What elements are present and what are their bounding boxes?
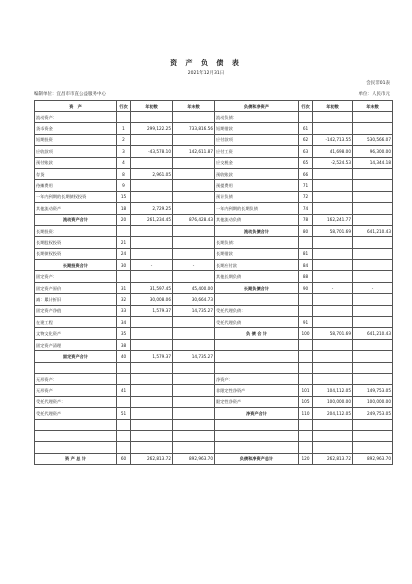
table-cell: -142,713.55 bbox=[313, 134, 353, 145]
table-cell: 101 bbox=[299, 385, 313, 396]
table-cell bbox=[299, 373, 313, 384]
table-cell bbox=[313, 123, 353, 134]
table-cell: 58,701.69 bbox=[313, 225, 353, 236]
table-cell: 733,816.56 bbox=[173, 123, 215, 134]
table-cell: 100,000.00 bbox=[353, 396, 393, 407]
table-cell: 45,400.00 bbox=[173, 282, 215, 293]
table-row bbox=[35, 362, 393, 373]
table-cell: 固定资产： bbox=[35, 271, 117, 282]
table-cell bbox=[131, 248, 173, 259]
table-cell: 60 bbox=[117, 453, 131, 464]
table-cell bbox=[353, 260, 393, 271]
currency-unit: 单位：人民币元 bbox=[358, 92, 390, 97]
table-cell bbox=[215, 351, 299, 362]
table-cell bbox=[117, 271, 131, 282]
table-cell: 892,963.70 bbox=[173, 453, 215, 464]
table-cell bbox=[215, 419, 299, 430]
table-cell: 8 bbox=[117, 168, 131, 179]
table-cell bbox=[131, 442, 173, 453]
table-row bbox=[35, 282, 393, 293]
table-row bbox=[35, 419, 393, 430]
table-cell: 15 bbox=[117, 191, 131, 202]
unit-row bbox=[34, 91, 390, 97]
table-cell: 1,579.37 bbox=[131, 351, 173, 362]
table-row bbox=[35, 248, 393, 259]
table-cell: 30,008.06 bbox=[131, 294, 173, 305]
reporting-unit: 编制单位：宜昌市市直公益服务中心 bbox=[34, 92, 106, 97]
table-cell: 流动资产： bbox=[35, 112, 117, 123]
table-cell bbox=[131, 191, 173, 202]
table-cell bbox=[353, 112, 393, 123]
table-cell: 249,753.05 bbox=[353, 408, 393, 419]
table-cell bbox=[35, 419, 117, 430]
table-cell: 预提费用 bbox=[215, 180, 299, 191]
table-cell bbox=[313, 180, 353, 191]
table-cell: 90 bbox=[299, 282, 313, 293]
table-cell bbox=[117, 396, 131, 407]
table-cell: 58,701.69 bbox=[313, 328, 353, 339]
table-cell: 110 bbox=[299, 408, 313, 419]
table-cell: 262,813.72 bbox=[131, 453, 173, 464]
table-cell bbox=[313, 442, 353, 453]
table-cell: 162,241.77 bbox=[313, 214, 353, 225]
table-cell: 204,112.05 bbox=[313, 408, 353, 419]
table-cell: 641,210.43 bbox=[353, 328, 393, 339]
table-cell bbox=[131, 134, 173, 145]
table-cell: 81 bbox=[299, 248, 313, 259]
table-cell: 21 bbox=[117, 237, 131, 248]
table-cell: - bbox=[353, 282, 393, 293]
table-row bbox=[35, 373, 393, 384]
column-header: 行次 bbox=[117, 101, 131, 112]
table-cell: 84 bbox=[299, 260, 313, 271]
table-cell bbox=[353, 305, 393, 316]
table-cell bbox=[173, 419, 215, 430]
table-cell: 262,813.72 bbox=[313, 453, 353, 464]
table-row bbox=[35, 271, 393, 282]
column-header: 负债和净资产 bbox=[215, 101, 299, 112]
table-cell: 88 bbox=[299, 271, 313, 282]
table-cell: 96,300.00 bbox=[353, 146, 393, 157]
table-cell: 应收款项 bbox=[35, 146, 117, 157]
column-header: 年末数 bbox=[173, 101, 215, 112]
table-cell bbox=[353, 351, 393, 362]
table-cell: 18 bbox=[117, 203, 131, 214]
table-cell: 892,963.70 bbox=[353, 453, 393, 464]
table-row bbox=[35, 305, 393, 316]
table-cell bbox=[353, 362, 393, 373]
table-cell: 非限定性净资产 bbox=[215, 385, 299, 396]
table-cell: 9 bbox=[117, 180, 131, 191]
table-cell bbox=[131, 271, 173, 282]
table-cell: 应交税金 bbox=[215, 157, 299, 168]
table-cell: 62 bbox=[299, 134, 313, 145]
table-cell: 149,753.05 bbox=[353, 385, 393, 396]
table-cell: 51 bbox=[117, 408, 131, 419]
table-cell bbox=[313, 271, 353, 282]
table-cell: 固定资产合计 bbox=[35, 351, 117, 362]
table-cell: 1 bbox=[117, 123, 131, 134]
table-row bbox=[35, 180, 393, 191]
table-cell bbox=[173, 225, 215, 236]
table-cell: 80 bbox=[299, 225, 313, 236]
table-cell: 30 bbox=[117, 260, 131, 271]
table-cell: 长期借款 bbox=[215, 248, 299, 259]
report-date: 2021年12月31日 bbox=[187, 71, 225, 76]
table-cell bbox=[353, 339, 393, 350]
table-cell: 无形资产 bbox=[35, 385, 117, 396]
table-cell bbox=[131, 419, 173, 430]
table-cell: 14,735.27 bbox=[173, 351, 215, 362]
table-cell bbox=[117, 225, 131, 236]
table-cell bbox=[173, 134, 215, 145]
table-cell: 74 bbox=[299, 203, 313, 214]
table-cell bbox=[131, 225, 173, 236]
table-cell: 净资产合计 bbox=[215, 408, 299, 419]
table-cell bbox=[353, 123, 393, 134]
table-cell: 长期投资： bbox=[35, 225, 117, 236]
table-cell: 受托代理资产 bbox=[35, 408, 117, 419]
table-row bbox=[35, 351, 393, 362]
table-cell bbox=[35, 430, 117, 441]
table-cell: 38 bbox=[117, 339, 131, 350]
table-cell bbox=[313, 430, 353, 441]
table-cell bbox=[299, 237, 313, 248]
table-cell: 14,735.27 bbox=[173, 305, 215, 316]
table-cell bbox=[299, 305, 313, 316]
balance-sheet-table bbox=[34, 100, 393, 465]
table-cell: 104,112.05 bbox=[313, 385, 353, 396]
column-header: 行次 bbox=[299, 101, 313, 112]
table-cell: 65 bbox=[299, 157, 313, 168]
table-row bbox=[35, 430, 393, 441]
table-row bbox=[35, 191, 393, 202]
table-row bbox=[35, 168, 393, 179]
table-cell: 流动资产合计 bbox=[35, 214, 117, 225]
table-cell: 应付款项 bbox=[215, 134, 299, 145]
table-cell bbox=[299, 112, 313, 123]
table-row bbox=[35, 214, 393, 225]
table-cell: 32 bbox=[117, 294, 131, 305]
table-cell bbox=[299, 339, 313, 350]
table-cell: 100 bbox=[299, 328, 313, 339]
table-cell bbox=[353, 271, 393, 282]
column-header: 年末数 bbox=[353, 101, 393, 112]
table-cell bbox=[353, 248, 393, 259]
table-cell: 31 bbox=[117, 282, 131, 293]
table-row bbox=[35, 146, 393, 157]
table-row bbox=[35, 453, 393, 464]
table-cell bbox=[299, 351, 313, 362]
table-cell: - bbox=[173, 260, 215, 271]
table-cell: 长期负债： bbox=[215, 237, 299, 248]
table-cell bbox=[173, 328, 215, 339]
table-header-row bbox=[35, 101, 393, 112]
report-title: 资 产 负 债 表 bbox=[170, 59, 242, 67]
table-cell bbox=[117, 112, 131, 123]
table-cell bbox=[313, 373, 353, 384]
table-cell: 35 bbox=[117, 328, 131, 339]
table-cell bbox=[173, 396, 215, 407]
table-cell bbox=[313, 305, 353, 316]
table-row bbox=[35, 157, 393, 168]
table-cell: 长期股权投资 bbox=[35, 237, 117, 248]
table-row bbox=[35, 328, 393, 339]
table-row bbox=[35, 294, 393, 305]
table-cell bbox=[353, 317, 393, 328]
table-cell: 文物文化资产 bbox=[35, 328, 117, 339]
table-cell bbox=[353, 168, 393, 179]
table-cell: 63 bbox=[299, 146, 313, 157]
table-cell: 66 bbox=[299, 168, 313, 179]
table-cell bbox=[313, 419, 353, 430]
table-cell: 负 债 合 计 bbox=[215, 328, 299, 339]
table-cell: 41 bbox=[117, 385, 131, 396]
table-cell: 受托代理资产： bbox=[35, 396, 117, 407]
table-cell bbox=[215, 442, 299, 453]
table-cell bbox=[313, 248, 353, 259]
table-cell bbox=[313, 260, 353, 271]
table-row bbox=[35, 339, 393, 350]
table-cell: 91 bbox=[299, 317, 313, 328]
table-cell: 105 bbox=[299, 396, 313, 407]
table-cell bbox=[131, 157, 173, 168]
table-cell: 长期债权投资 bbox=[35, 248, 117, 259]
table-row bbox=[35, 408, 393, 419]
table-cell bbox=[131, 112, 173, 123]
table-cell bbox=[353, 237, 393, 248]
table-cell bbox=[353, 373, 393, 384]
table-cell: 30,664.73 bbox=[173, 294, 215, 305]
table-cell bbox=[353, 294, 393, 305]
column-header: 资 产 bbox=[35, 101, 117, 112]
table-cell: 净资产： bbox=[215, 373, 299, 384]
table-cell: 78 bbox=[299, 214, 313, 225]
table-cell bbox=[131, 408, 173, 419]
table-cell: 876,428.43 bbox=[173, 214, 215, 225]
table-cell bbox=[313, 191, 353, 202]
table-cell bbox=[117, 430, 131, 441]
table-cell: 负债和净资产总计 bbox=[215, 453, 299, 464]
table-cell bbox=[215, 362, 299, 373]
table-cell: 待摊费用 bbox=[35, 180, 117, 191]
table-cell: 120 bbox=[299, 453, 313, 464]
table-cell bbox=[173, 408, 215, 419]
table-cell bbox=[173, 317, 215, 328]
table-cell: 142,611.87 bbox=[173, 146, 215, 157]
table-cell: 一年内到期的长期负债 bbox=[215, 203, 299, 214]
table-cell bbox=[173, 168, 215, 179]
table-cell: 无形资产： bbox=[35, 373, 117, 384]
table-cell: 72 bbox=[299, 191, 313, 202]
table-cell: 641,210.43 bbox=[353, 225, 393, 236]
table-cell bbox=[313, 351, 353, 362]
table-cell bbox=[353, 430, 393, 441]
table-cell bbox=[131, 180, 173, 191]
table-row bbox=[35, 134, 393, 145]
table-cell: 其他流动负债 bbox=[215, 214, 299, 225]
table-cell bbox=[173, 362, 215, 373]
table-cell bbox=[173, 430, 215, 441]
table-cell bbox=[131, 396, 173, 407]
table-cell: 一年内到期的长期债权投资 bbox=[35, 191, 117, 202]
table-row bbox=[35, 260, 393, 271]
table-cell: 20 bbox=[117, 214, 131, 225]
table-cell bbox=[215, 430, 299, 441]
table-cell bbox=[299, 442, 313, 453]
table-cell bbox=[173, 112, 215, 123]
table-cell bbox=[173, 180, 215, 191]
form-code: 会民非01表 bbox=[366, 81, 390, 86]
table-cell bbox=[131, 317, 173, 328]
table-cell: 预计负债 bbox=[215, 191, 299, 202]
table-cell: 流动负债： bbox=[215, 112, 299, 123]
table-cell bbox=[117, 362, 131, 373]
table-cell: 33 bbox=[117, 305, 131, 316]
table-cell bbox=[313, 112, 353, 123]
table-cell bbox=[313, 203, 353, 214]
table-cell bbox=[117, 373, 131, 384]
table-cell bbox=[299, 430, 313, 441]
column-header: 年初数 bbox=[131, 101, 173, 112]
table-cell: 2,961.05 bbox=[131, 168, 173, 179]
table-cell bbox=[215, 294, 299, 305]
table-cell: 71 bbox=[299, 180, 313, 191]
table-cell: 4 bbox=[117, 157, 131, 168]
table-cell: 长期投资合计 bbox=[35, 260, 117, 271]
table-cell bbox=[313, 362, 353, 373]
table-cell: 短期借款 bbox=[215, 123, 299, 134]
table-cell bbox=[35, 442, 117, 453]
table-cell bbox=[313, 339, 353, 350]
table-row bbox=[35, 442, 393, 453]
table-cell: 受托代理负债： bbox=[215, 305, 299, 316]
table-cell bbox=[353, 203, 393, 214]
table-row bbox=[35, 203, 393, 214]
table-cell bbox=[173, 248, 215, 259]
table-cell bbox=[131, 373, 173, 384]
table-cell: 预付账款 bbox=[35, 157, 117, 168]
table-cell bbox=[353, 191, 393, 202]
table-cell: 2 bbox=[117, 134, 131, 145]
table-cell bbox=[117, 442, 131, 453]
table-cell: 资 产 总 计 bbox=[35, 453, 117, 464]
table-cell: -2,524.53 bbox=[313, 157, 353, 168]
table-cell bbox=[353, 214, 393, 225]
table-cell bbox=[131, 362, 173, 373]
table-cell: 货币资金 bbox=[35, 123, 117, 134]
table-cell: 34 bbox=[117, 317, 131, 328]
table-cell: 应付工资 bbox=[215, 146, 299, 157]
table-cell: 40 bbox=[117, 351, 131, 362]
table-cell bbox=[173, 271, 215, 282]
table-row bbox=[35, 317, 393, 328]
table-row bbox=[35, 225, 393, 236]
table-cell: 长期负债合计 bbox=[215, 282, 299, 293]
column-header: 年初数 bbox=[313, 101, 353, 112]
table-row bbox=[35, 237, 393, 248]
table-cell: 530,566.07 bbox=[353, 134, 393, 145]
table-cell bbox=[313, 294, 353, 305]
table-cell: - bbox=[313, 282, 353, 293]
table-cell bbox=[131, 385, 173, 396]
table-cell bbox=[173, 373, 215, 384]
table-cell: 14,344.18 bbox=[353, 157, 393, 168]
table-cell: 其他长期负债 bbox=[215, 271, 299, 282]
table-cell: -43,578.10 bbox=[131, 146, 173, 157]
table-cell: 261,234.45 bbox=[131, 214, 173, 225]
table-cell bbox=[173, 237, 215, 248]
table-cell: 31,597.45 bbox=[131, 282, 173, 293]
table-cell: 长期应付款 bbox=[215, 260, 299, 271]
table-cell bbox=[313, 168, 353, 179]
table-cell bbox=[299, 362, 313, 373]
table-cell bbox=[299, 294, 313, 305]
table-cell: 固定资产净值 bbox=[35, 305, 117, 316]
table-cell bbox=[173, 442, 215, 453]
table-cell: 短期投资 bbox=[35, 134, 117, 145]
table-body bbox=[35, 112, 393, 465]
table-cell bbox=[353, 419, 393, 430]
table-cell bbox=[173, 157, 215, 168]
table-cell bbox=[173, 191, 215, 202]
table-cell: 固定资产原价 bbox=[35, 282, 117, 293]
table-row bbox=[35, 123, 393, 134]
table-cell: 299,122.25 bbox=[131, 123, 173, 134]
table-cell bbox=[131, 430, 173, 441]
table-row bbox=[35, 112, 393, 123]
table-cell bbox=[215, 339, 299, 350]
table-cell bbox=[313, 237, 353, 248]
table-cell: 预收账款 bbox=[215, 168, 299, 179]
table-cell: - bbox=[131, 260, 173, 271]
table-cell bbox=[173, 385, 215, 396]
table-cell: 3 bbox=[117, 146, 131, 157]
table-cell: 减：累计折旧 bbox=[35, 294, 117, 305]
table-cell bbox=[353, 442, 393, 453]
table-cell bbox=[131, 328, 173, 339]
table-cell bbox=[299, 419, 313, 430]
table-row bbox=[35, 396, 393, 407]
table-cell bbox=[117, 419, 131, 430]
table-cell bbox=[173, 203, 215, 214]
table-cell: 2,729.25 bbox=[131, 203, 173, 214]
table-cell: 其他流动资产 bbox=[35, 203, 117, 214]
table-cell bbox=[353, 180, 393, 191]
table-cell: 存货 bbox=[35, 168, 117, 179]
table-cell bbox=[173, 339, 215, 350]
table-cell: 61 bbox=[299, 123, 313, 134]
table-cell: 固定资产清理 bbox=[35, 339, 117, 350]
table-cell bbox=[313, 317, 353, 328]
table-cell: 受托代理负债 bbox=[215, 317, 299, 328]
table-cell: 1,579.37 bbox=[131, 305, 173, 316]
table-cell: 24 bbox=[117, 248, 131, 259]
table-cell: 100,000.00 bbox=[313, 396, 353, 407]
table-cell bbox=[131, 339, 173, 350]
table-cell: 在建工程 bbox=[35, 317, 117, 328]
table-cell bbox=[35, 362, 117, 373]
table-cell: 41,698.00 bbox=[313, 146, 353, 157]
table-row bbox=[35, 385, 393, 396]
table-cell bbox=[131, 237, 173, 248]
table-cell: 流动负债合计 bbox=[215, 225, 299, 236]
table-cell: 限定性净资产 bbox=[215, 396, 299, 407]
